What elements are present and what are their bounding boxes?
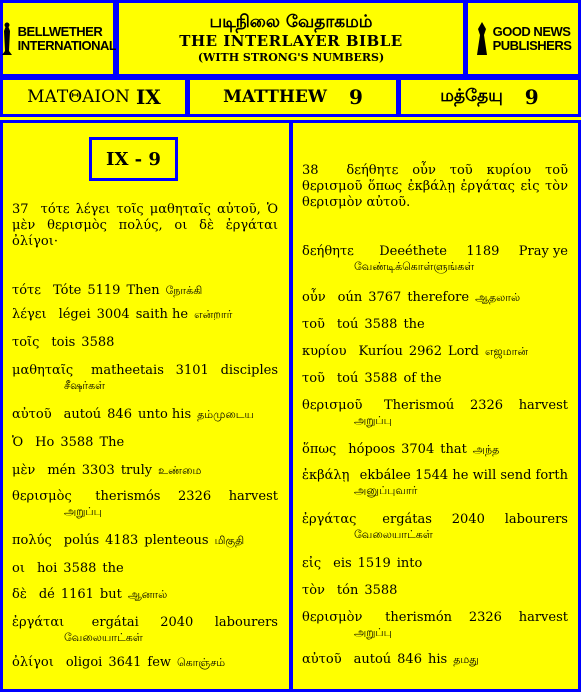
- greek-word: θερισμὸν: [302, 610, 363, 625]
- transliteration: matheetais: [91, 363, 164, 378]
- word-entry: [302, 316, 568, 333]
- english-gloss: few: [147, 655, 172, 670]
- transliteration: toú: [336, 317, 359, 332]
- word-entry: [12, 462, 278, 479]
- transliteration: therismós: [95, 489, 161, 504]
- english-gloss: that: [440, 442, 467, 457]
- word-entry: [12, 654, 278, 671]
- word-entry: [302, 289, 568, 306]
- word-entry: [12, 306, 278, 323]
- english-gloss: harvest: [228, 489, 278, 504]
- strong-number: 3641: [108, 655, 142, 670]
- tamil-gloss: தமது: [453, 653, 479, 666]
- strong-number: 3303: [81, 463, 115, 478]
- page-title: THE INTERLAYER BIBLE: [179, 32, 403, 50]
- strong-number: 1544: [415, 468, 449, 483]
- word-entry: [302, 467, 568, 498]
- english-gloss: of the: [403, 371, 442, 386]
- transliteration: toú: [336, 371, 359, 386]
- strong-number: 3588: [364, 371, 398, 386]
- tamil-title: படிநிலை வேதாகமம்: [209, 12, 373, 32]
- strong-number: 3588: [63, 561, 97, 576]
- greek-word: οὖν: [302, 290, 326, 305]
- word-entry: [302, 397, 568, 428]
- tamil-gloss: தம்முடைய: [197, 408, 254, 421]
- greek-word: ἐκβάλῃ: [302, 468, 350, 483]
- greek-word: τοῦ: [302, 317, 325, 332]
- strong-number: 1161: [60, 587, 94, 602]
- tamil-gloss: சீஷர்கள்: [64, 379, 106, 392]
- greek-word: οι: [12, 561, 25, 576]
- tamil-gloss: ஆனால்: [127, 588, 168, 601]
- english-gloss: his: [427, 652, 448, 667]
- word-entry: [12, 532, 278, 549]
- strong-number: 3588: [364, 583, 398, 598]
- english-gloss: Then: [126, 283, 160, 298]
- transliteration: tois: [51, 335, 76, 350]
- greek-word: δὲ: [12, 587, 27, 602]
- strong-number: 2962: [408, 344, 442, 359]
- word-entry: [302, 243, 568, 274]
- right-logo-box: [465, 0, 581, 77]
- english-gloss: truly: [120, 463, 153, 478]
- transliteration: tón: [336, 583, 359, 598]
- tamil-gloss: கொஞ்சம்: [177, 656, 226, 669]
- greek-word: θερισμὸς: [12, 489, 72, 504]
- left-logo-text: BELLWETHER INTERNATIONAL: [17, 23, 117, 53]
- greek-word: τοῖς: [12, 335, 40, 350]
- english-gloss: unto his: [137, 407, 192, 422]
- english-book-header: MATTHEW 9: [187, 77, 399, 117]
- english-gloss: into: [396, 556, 423, 571]
- right-logo-text: GOOD NEWS PUBLISHERS: [492, 23, 572, 53]
- greek-word: τὸν: [302, 583, 325, 598]
- greek-word: δεήθητε: [302, 244, 354, 259]
- english-gloss: labourers: [504, 512, 568, 527]
- greek-word: τοῦ: [302, 371, 325, 386]
- tamil-gloss: நோக்கி: [165, 284, 203, 297]
- tamil-gloss: வேலையாட்கள்: [354, 528, 433, 541]
- strong-number: 3101: [175, 363, 209, 378]
- transliteration: hópoos: [348, 442, 396, 457]
- english-gloss: the: [102, 561, 124, 576]
- greek-book-header: ΜΑΤΘΑΙΟΝ IX: [0, 77, 188, 117]
- greek-word: τότε: [12, 283, 41, 298]
- good-news-logo-icon: [475, 21, 489, 57]
- word-entry: [302, 555, 568, 572]
- greek-word: μὲν: [12, 463, 36, 478]
- transliteration: mén: [47, 463, 76, 478]
- transliteration: Deeéthete: [379, 244, 447, 259]
- tamil-gloss: ஆதலால்: [475, 291, 521, 304]
- word-entry: [302, 609, 568, 640]
- word-entry: [12, 560, 278, 577]
- bellwether-logo-icon: [0, 21, 14, 57]
- strong-number: 2326: [178, 489, 212, 504]
- transliteration: ekbálee: [359, 468, 411, 483]
- strong-number: 2326: [468, 610, 502, 625]
- title-box: [116, 0, 466, 77]
- english-gloss: plenteous: [144, 533, 209, 548]
- greek-word: ὀλίγοι: [12, 655, 54, 670]
- transliteration: autoú: [63, 407, 102, 422]
- greek-word: αὐτοῦ: [302, 652, 342, 667]
- tamil-gloss: அனுப்புவார்: [354, 484, 418, 497]
- greek-word: λέγει: [12, 307, 47, 322]
- word-entry: [12, 614, 278, 645]
- strong-number: 3704: [401, 442, 435, 457]
- greek-word: ἐργάται: [12, 615, 65, 630]
- word-entry: [302, 511, 568, 542]
- tamil-gloss: அறுப்பு: [354, 414, 392, 427]
- greek-word: μαθηταῖς: [12, 363, 74, 378]
- word-entry: [12, 334, 278, 351]
- word-entry: [302, 651, 568, 668]
- english-gloss: harvest: [518, 610, 568, 625]
- strong-number: 846: [397, 652, 422, 667]
- english-gloss: harvest: [518, 398, 568, 413]
- word-entry: [12, 362, 278, 393]
- strong-number: 3588: [60, 435, 94, 450]
- english-gloss: The: [99, 435, 125, 450]
- tamil-gloss: வேலையாட்கள்: [64, 631, 143, 644]
- greek-word: κυρίου: [302, 344, 347, 359]
- transliteration: polús: [63, 533, 100, 548]
- transliteration: ergátas: [382, 512, 432, 527]
- strong-number: 1519: [357, 556, 391, 571]
- greek-word: πολύς: [12, 533, 52, 548]
- transliteration: oligoi: [65, 655, 103, 670]
- tamil-gloss: உண்மை: [158, 464, 202, 477]
- tamil-book-header: மத்தேயு 9: [398, 77, 581, 117]
- english-gloss: the: [403, 317, 425, 332]
- tamil-gloss: மிகுதி: [214, 534, 245, 547]
- transliteration: oún: [337, 290, 363, 305]
- transliteration: hoi: [36, 561, 58, 576]
- english-gloss: saith he: [135, 307, 189, 322]
- strong-number: 4183: [105, 533, 139, 548]
- greek-word: ὅπως: [302, 442, 337, 457]
- english-gloss: Pray ye: [518, 244, 568, 259]
- transliteration: autoú: [353, 652, 392, 667]
- strong-number: 1189: [466, 244, 500, 259]
- english-gloss: but: [99, 587, 122, 602]
- strong-number: 3588: [364, 317, 398, 332]
- word-entry: [12, 282, 278, 299]
- word-entry: [302, 370, 568, 387]
- english-gloss: he will send forth: [452, 468, 568, 483]
- transliteration: Kuríou: [358, 344, 403, 359]
- word-entry: [12, 586, 278, 603]
- word-entry: [12, 434, 278, 451]
- english-gloss: therefore: [407, 290, 470, 305]
- word-entry: [302, 582, 568, 599]
- transliteration: Tóte: [52, 283, 82, 298]
- tamil-gloss: அறுப்பு: [64, 505, 102, 518]
- transliteration: ergátai: [91, 615, 139, 630]
- greek-word: εἰς: [302, 556, 322, 571]
- strong-number: 3004: [96, 307, 130, 322]
- left-logo-box: [0, 0, 116, 77]
- tamil-gloss: வேண்டிக்கொள்ளுங்கள்: [354, 260, 475, 273]
- strong-number: 846: [107, 407, 132, 422]
- transliteration: légei: [58, 307, 91, 322]
- english-gloss: Lord: [447, 344, 479, 359]
- verse-38-text: 38 δεήθητε οὖν τοῦ κυρίου τοῦ θερισμοῦ ὅπως ἐκβάλῃ ἐργάτας εἰς τὸν θερισμὸν αὐτοῦ.: [302, 163, 568, 210]
- tamil-gloss: எஜமான்: [484, 345, 528, 358]
- greek-word: θερισμοῦ: [302, 398, 363, 413]
- strong-number: 5119: [87, 283, 121, 298]
- word-entry: [302, 441, 568, 458]
- tamil-gloss: அறுப்பு: [354, 626, 392, 639]
- word-entry: [302, 343, 568, 360]
- page-subtitle: (WITH STRONG'S NUMBERS): [197, 51, 385, 64]
- strong-number: 2326: [469, 398, 504, 413]
- word-entry: [12, 406, 278, 423]
- strong-number: 2040: [451, 512, 485, 527]
- strong-number: 3767: [368, 290, 402, 305]
- tamil-gloss: அந்த: [472, 443, 500, 456]
- greek-word: Ὁ: [12, 435, 24, 450]
- strong-number: 3588: [81, 335, 115, 350]
- english-gloss: labourers: [214, 615, 278, 630]
- transliteration: Therismoú: [384, 398, 455, 413]
- transliteration: Ho: [35, 435, 55, 450]
- word-entry: [12, 488, 278, 519]
- chapter-label: IX - 9: [89, 137, 178, 181]
- english-gloss: disciples: [220, 363, 278, 378]
- transliteration: therismón: [385, 610, 453, 625]
- transliteration: dé: [38, 587, 55, 602]
- greek-word: αὐτοῦ: [12, 407, 52, 422]
- strong-number: 2040: [160, 615, 194, 630]
- transliteration: eis: [333, 556, 352, 571]
- verse-37-text: 37 τότε λέγει τοῖς μαθηταῖς αὐτοῦ, Ὁ μὲν θερισμὸς πολύς, οι δὲ ἐργάται ὀλίγοι·: [12, 202, 278, 249]
- greek-word: ἐργάτας: [302, 512, 357, 527]
- tamil-gloss: என்றார்: [194, 308, 233, 321]
